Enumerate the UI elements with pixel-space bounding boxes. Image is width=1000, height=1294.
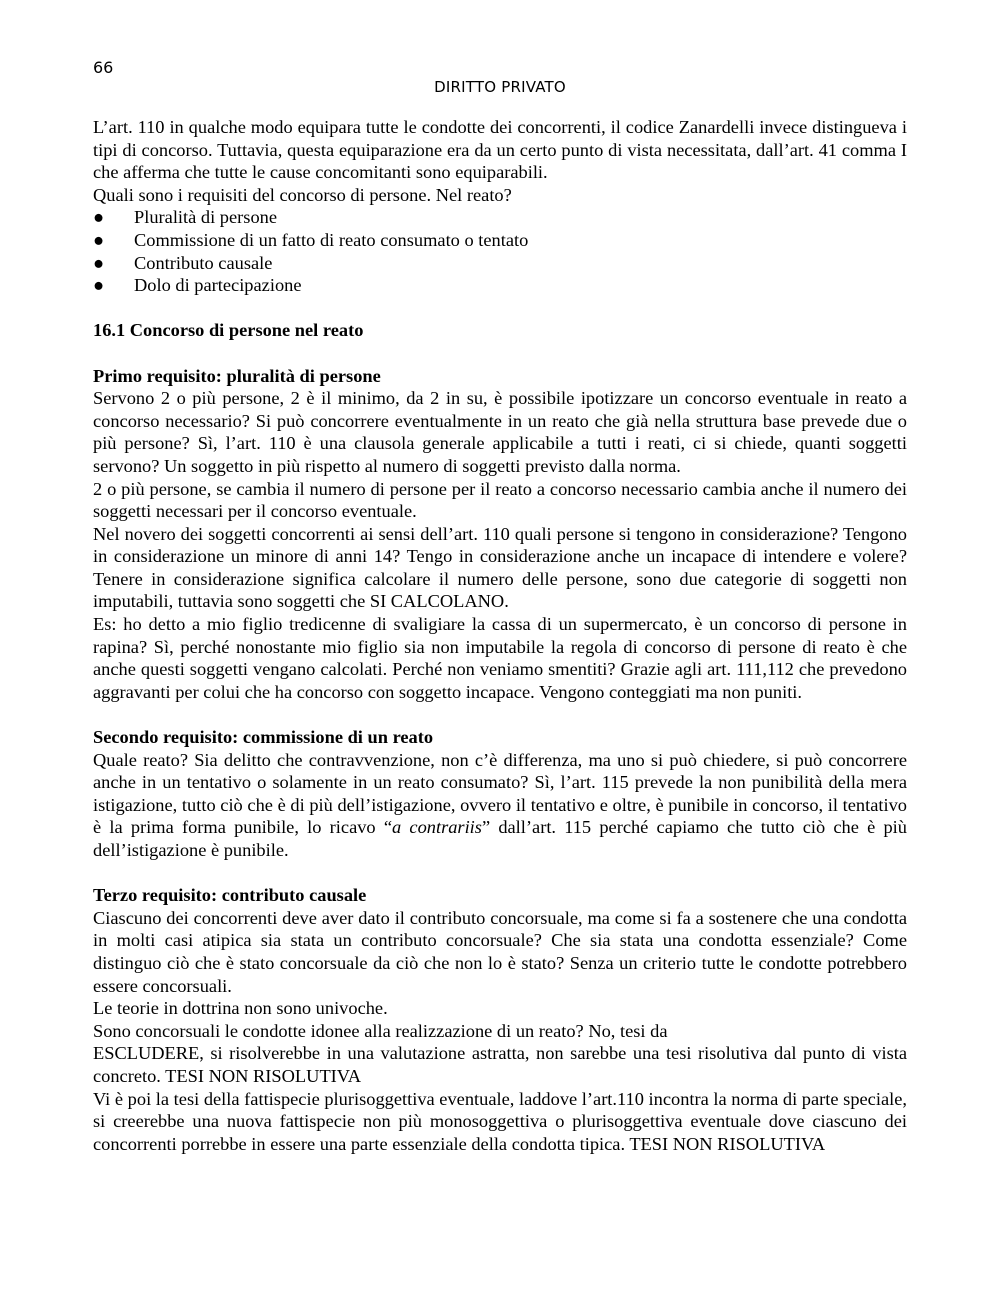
intro-question: Quali sono i requisiti del concorso di persone. Nel reato? <box>93 184 512 205</box>
requirements-list <box>93 206 907 296</box>
terzo-paragraph-1: Ciascuno dei concorrenti deve aver dato il contributo concorsuale, ma come si fa a sostenere che una condotta in molti casi atipica sia stata un contributo concorsuale? Che sia stata una condotta essenziale? Come distinguo ciò che è stato concorsuale da ciò che non lo è stato? Senza un criterio tutte le condotte potrebbero essere concorsuali. <box>93 907 907 996</box>
page-number: 66 <box>93 58 114 77</box>
list-item <box>93 206 907 229</box>
secondo-italic-phrase: a contrariis <box>392 817 482 838</box>
terzo-heading: Terzo requisito: contributo causale <box>93 885 367 906</box>
primo-paragraph-1: Servono 2 o più persone, 2 è il minimo, da 2 in su, è possibile ipotizzare un concorso eventuale in reato a concorso necessario? Si può concorrere eventualmente in un reato che già nella struttura base prevede due o più persone? Sì, l’art. 110 è una clausola generale applicabile a tutti i reati, ci si chiede, quanti soggetti servono? Un soggetto in più rispetto al numero di soggetti previsto dalla norma. <box>93 388 907 476</box>
secondo-text-before: Quale reato? Sia delitto che contravvenzione, non c’è differenza, ma uno si può chiedere, si può concorrere anche in un tentativo o solamente in un reato consumato? Sì, l’art. 115 prevede la non punibilità della mera istigazione, tutto ciò che è di più dell’istigazione, ovvero il tentativo e oltre, è punibile in concorso, il tentativo è la prima forma punibile, lo ricavo “ <box>93 749 907 838</box>
list-item <box>93 252 907 275</box>
page-body <box>93 116 907 1155</box>
section-title: 16.1 Concorso di persone nel reato <box>93 320 364 341</box>
bullet-icon: ● <box>93 207 105 228</box>
list-item-text: Dolo di partecipazione <box>134 275 302 296</box>
primo-heading: Primo requisito: pluralità di persone <box>93 365 381 386</box>
terzo-paragraph-2: Le teorie in dottrina non sono univoche. <box>93 998 388 1019</box>
terzo-paragraph-4: ESCLUDERE, si risolverebbe in una valutazione astratta, non sarebbe una tesi risolutiva dal punto di vista concreto. TESI NON RISOLUTIVA <box>93 1043 907 1086</box>
bullet-icon: ● <box>93 275 105 296</box>
terzo-paragraph-3: Sono concorsuali le condotte idonee alla realizzazione di un reato? No, tesi da <box>93 1020 668 1041</box>
list-item-text: Commissione di un fatto di reato consumato o tentato <box>134 229 529 250</box>
primo-paragraph-3: Nel novero dei soggetti concorrenti ai sensi dell’art. 110 quali persone si tengono in considerazione? Tengono in considerazione un minore di anni 14? Tengo in considerazione anche un incapace di intendere e volere? Tenere in considerazione significa calcolare il numero delle persone, sono due categorie di soggetti non imputabili, tuttavia sono soggetti che SI CALCOLANO. <box>93 523 907 612</box>
terzo-paragraph-5: Vi è poi la tesi della fattispecie plurisoggettiva eventuale, laddove l’art.110 incontra la norma di parte speciale, si creerebbe una nuova fattispecie non più monosoggettiva o plurisoggettiva eventuale dove ciascuno dei concorrenti porrebbe in essere una parte essenziale della condotta tipica. TESI NON RISOLUTIVA <box>93 1088 907 1154</box>
primo-paragraph-4: Es: ho detto a mio figlio tredicenne di svaligiare la cassa di un supermercato, è un concorso di persone in rapina? Sì, perché nonostante mio figlio sia non imputabile la regola di concorso di persone di reato è che anche questi soggetti vengano calcolati. Perché non veniamo smentiti? Grazie agli art. 111,112 che prevedono aggravanti per colui che ha concorso con soggetto incapace. Vengono conteggiati ma non puniti. <box>93 614 907 702</box>
list-item-text: Pluralità di persone <box>134 207 278 228</box>
list-item <box>93 274 907 297</box>
intro-paragraph: L’art. 110 in qualche modo equipara tutte le condotte dei concorrenti, il codice Zanardelli invece distingueva i tipi di concorso. Tuttavia, questa equiparazione era da un certo punto di vista necessitata, dall’art. 41 comma I che afferma che tutte le cause concomitanti sono equiparabili. <box>93 117 907 183</box>
primo-paragraph-2: 2 o più persone, se cambia il numero di persone per il reato a concorso necessario cambia anche il numero dei soggetti necessari per il concorso eventuale. <box>93 478 907 522</box>
list-item-text: Contributo causale <box>134 252 273 273</box>
secondo-heading: Secondo requisito: commissione di un reato <box>93 727 434 748</box>
list-item <box>93 229 907 252</box>
bullet-icon: ● <box>93 252 105 273</box>
bullet-icon: ● <box>93 229 105 250</box>
running-header: DIRITTO PRIVATO <box>434 78 566 96</box>
secondo-text-after: ” dall’art. 115 perché capiamo che tutto ciò che è più dell’istigazione è punibile. <box>93 817 907 860</box>
secondo-paragraph <box>93 749 907 862</box>
